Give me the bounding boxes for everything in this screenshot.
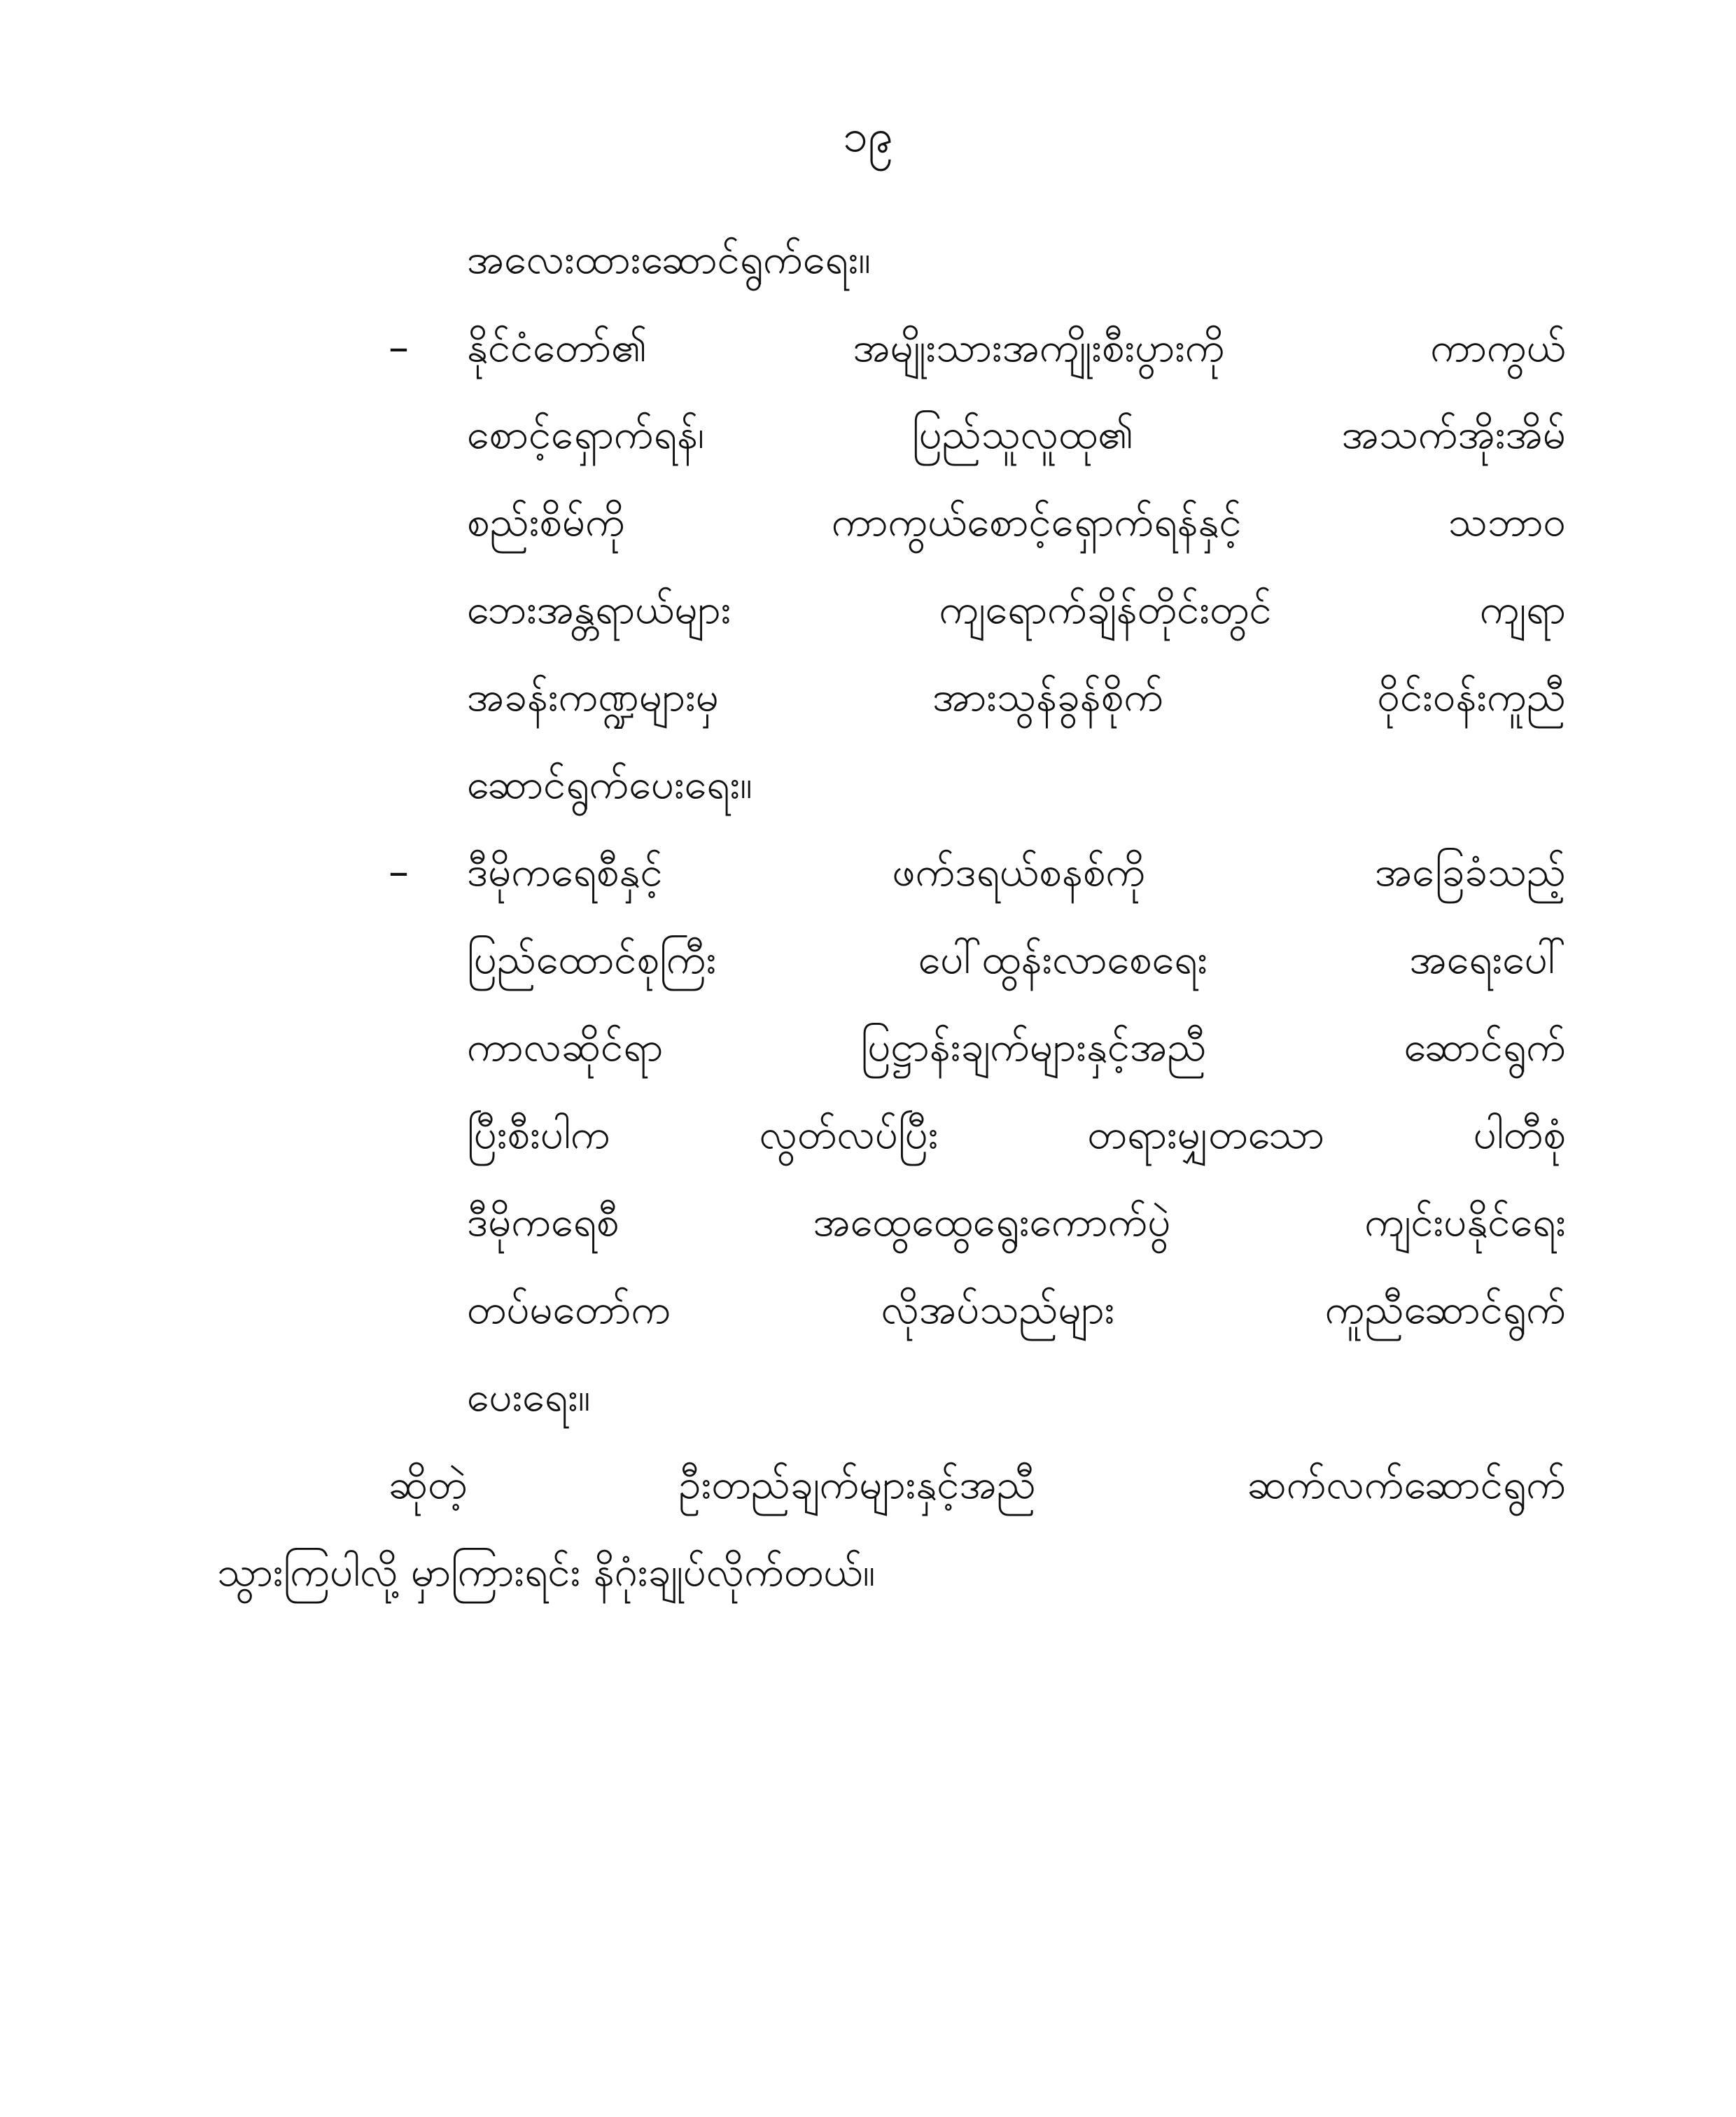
bullet-dash: – <box>388 848 409 895</box>
page-number: ၁၉ <box>843 111 893 162</box>
text-line: စောင့်ရှောက်ရန်၊ ပြည်သူလူထု၏ အသက်အိုးအိမ် <box>467 410 1566 458</box>
text-line: ဒီမိုကရေစီနှင့် ဖက်ဒရယ်စနစ်ကို အခြေခံသည့် <box>467 848 1566 895</box>
text-line: ဘေးအန္တရာယ်များ ကျရောက်ချိန်တိုင်းတွင် ကျရာ <box>467 585 1566 633</box>
text-line: ဆိုတဲ့ ဦးတည်ချက်များနှင့်အညီ ဆက်လက်ဆောင်ရွက် <box>388 1460 1566 1508</box>
text-line: အခန်းကဏ္ဍများမှ အားသွန်ခွန်စိုက် ဝိုင်းဝန်းကူညီ <box>467 673 1566 720</box>
text-line: ပေးရေး။ <box>467 1373 591 1420</box>
text-line: ဆောင်ရွက်ပေးရေး။ <box>467 760 752 808</box>
text-line: စည်းစိမ်ကို ကာကွယ်စောင့်ရှောက်ရန်နှင့် သဘာဝ <box>467 498 1566 545</box>
text-line: တပ်မတော်က လိုအပ်သည်များ ကူညီဆောင်ရွက် <box>467 1285 1566 1333</box>
bullet-dash: – <box>388 323 409 371</box>
text-line: သွားကြပါလို့ မှာကြားရင်း နိဂုံးချုပ်လိုက်တယ်။ <box>217 1548 876 1595</box>
text-line: နိုင်ငံတော်၏ အမျိုးသားအကျိုးစီးပွားကို ကာကွယ် <box>467 323 1566 371</box>
text-line: အလေးထားဆောင်ရွက်ရေး။ <box>467 235 871 283</box>
text-line: ကာလဆိုင်ရာ ပြဋ္ဌာန်းချက်များနှင့်အညီ ဆောင်ရွက် <box>467 1023 1566 1070</box>
text-line: ပြီးစီးပါက လွတ်လပ်ပြီး တရားမျှတသော ပါတီစုံ <box>467 1110 1566 1158</box>
text-line: ဒီမိုကရေစီ အထွေထွေရွေးကောက်ပွဲ ကျင်းပနိုင်ရေး <box>467 1198 1566 1245</box>
text-line: ပြည်ထောင်စုကြီး ပေါ်ထွန်းလာစေရေး အရေးပေါ် <box>467 935 1566 983</box>
